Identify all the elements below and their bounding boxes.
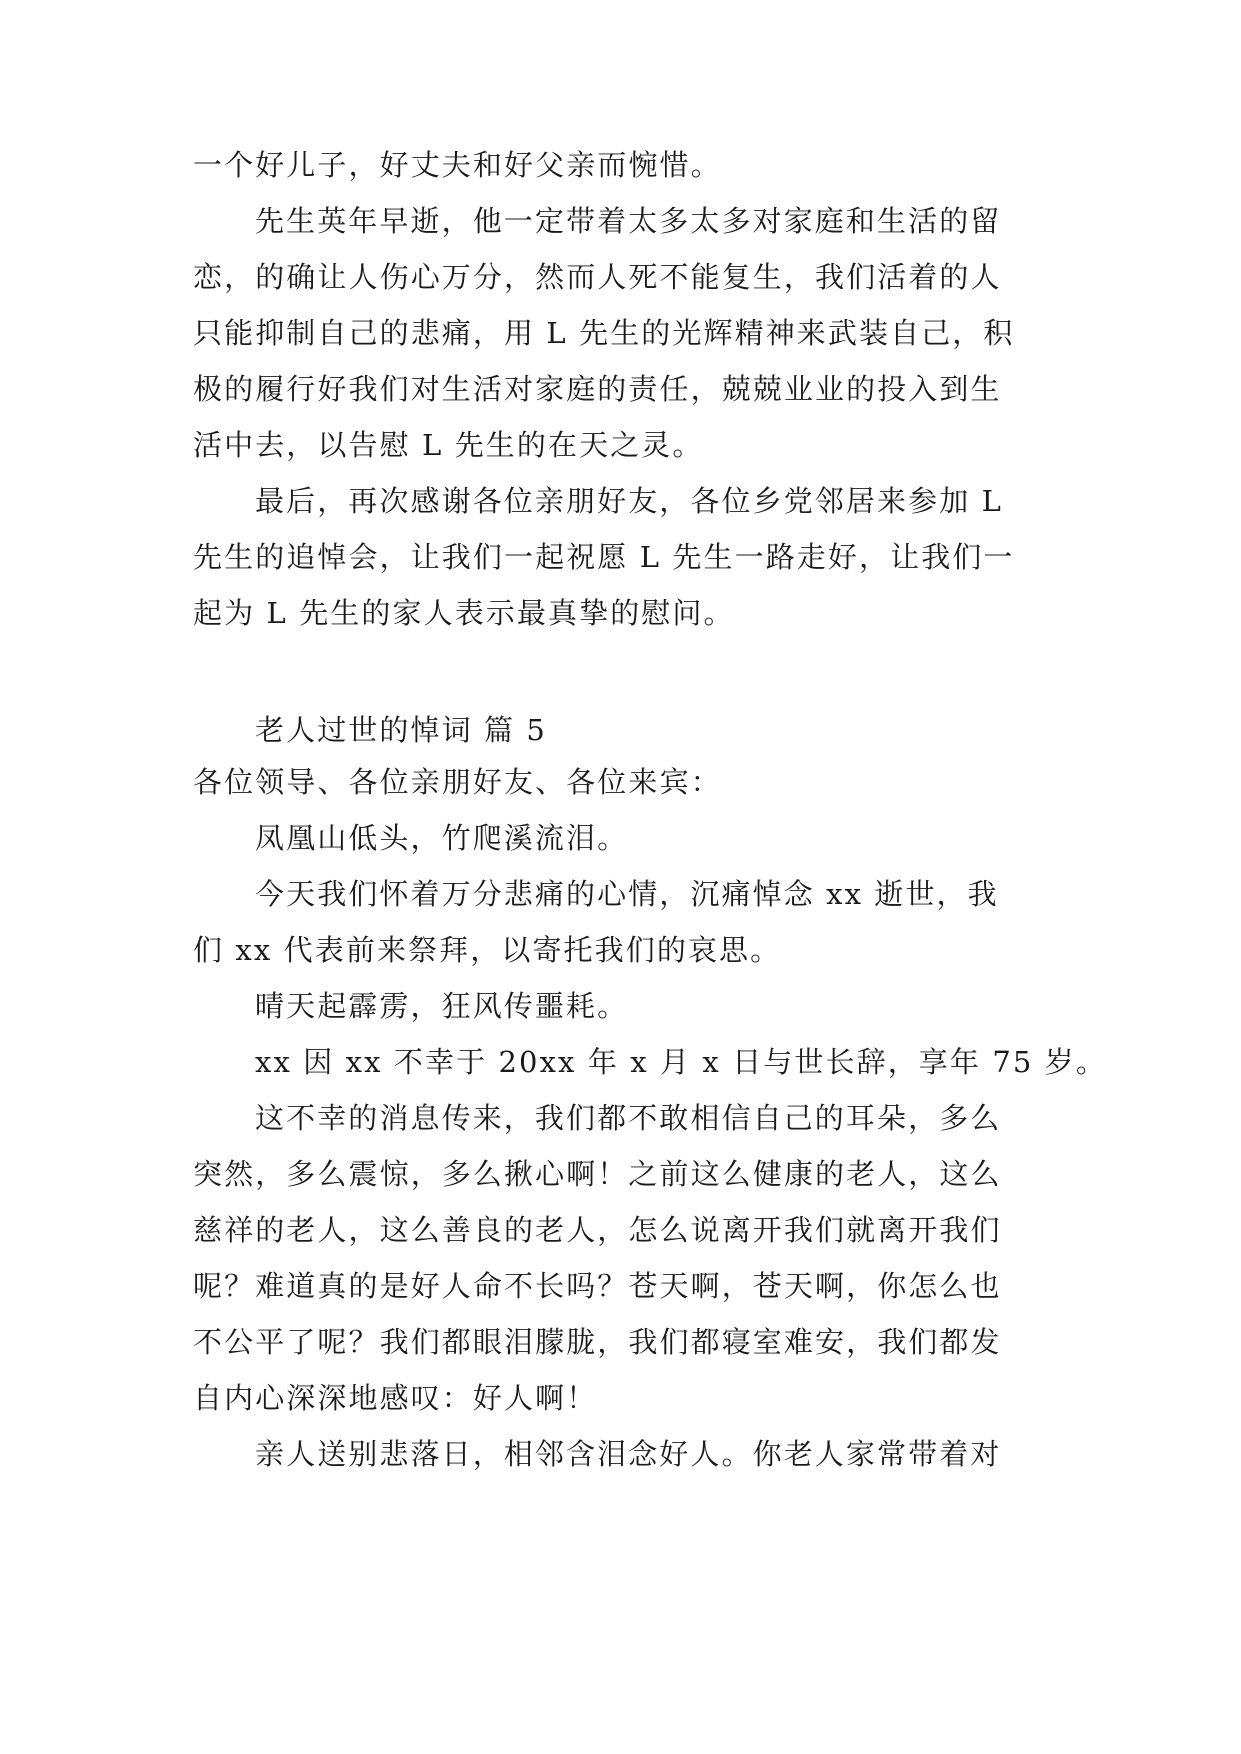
text-line: 们 xx 代表前来祭拜，以寄托我们的哀思。 [193,933,782,967]
section-heading: 老人过世的悼词 篇 5 [255,713,547,747]
text-line: 极的履行好我们对生活对家庭的责任，兢兢业业的投入到生 [193,372,1002,406]
text-line: 恋，的确让人伤心万分，然而人死不能复生，我们活着的人 [193,260,1002,294]
paragraph-line: 先生英年早逝，他一定带着太多太多对家庭和生活的留 [255,204,1002,238]
text-line: 起为 L 先生的家人表示最真挚的慰问。 [193,596,735,630]
text-line: 呢？难道真的是好人命不长吗？苍天啊，苍天啊，你怎么也 [193,1269,1002,1303]
paragraph-line: xx 因 xx 不幸于 20xx 年 x 月 x 日与世长辞，享年 75 岁。 [255,1045,1107,1079]
text-line: 只能抑制自己的悲痛，用 L 先生的光辉精神来武装自己，积 [193,316,1015,350]
text-line: 不公平了呢？我们都眼泪朦胧，我们都寝室难安，我们都发 [193,1325,1002,1359]
paragraph-line: 凤凰山低头，竹爬溪流泪。 [255,821,629,855]
paragraph-line: 亲人送别悲落日，相邻含泪念好人。你老人家常带着对 [255,1437,1002,1471]
text-line: 慈祥的老人，这么善良的老人，怎么说离开我们就离开我们 [193,1213,1002,1247]
text-line: 突然，多么震惊，多么揪心啊！之前这么健康的老人，这么 [193,1157,1002,1191]
text-line: 先生的追悼会，让我们一起祝愿 L 先生一路走好，让我们一 [193,540,1015,574]
paragraph-line: 今天我们怀着万分悲痛的心情，沉痛悼念 xx 逝世，我 [255,877,999,911]
text-line: 活中去，以告慰 L 先生的在天之灵。 [193,428,704,462]
text-line: 一个好儿子，好丈夫和好父亲而惋惜。 [193,148,722,182]
paragraph-line: 这不幸的消息传来，我们都不敢相信自己的耳朵，多么 [255,1101,1002,1135]
paragraph-line: 晴天起霹雳，狂风传噩耗。 [255,989,629,1023]
text-line: 自内心深深地感叹：好人啊！ [193,1381,598,1415]
paragraph-line: 最后，再次感谢各位亲朋好友，各位乡党邻居来参加 L [255,484,1003,518]
salutation: 各位领导、各位亲朋好友、各位来宾： [193,765,722,799]
